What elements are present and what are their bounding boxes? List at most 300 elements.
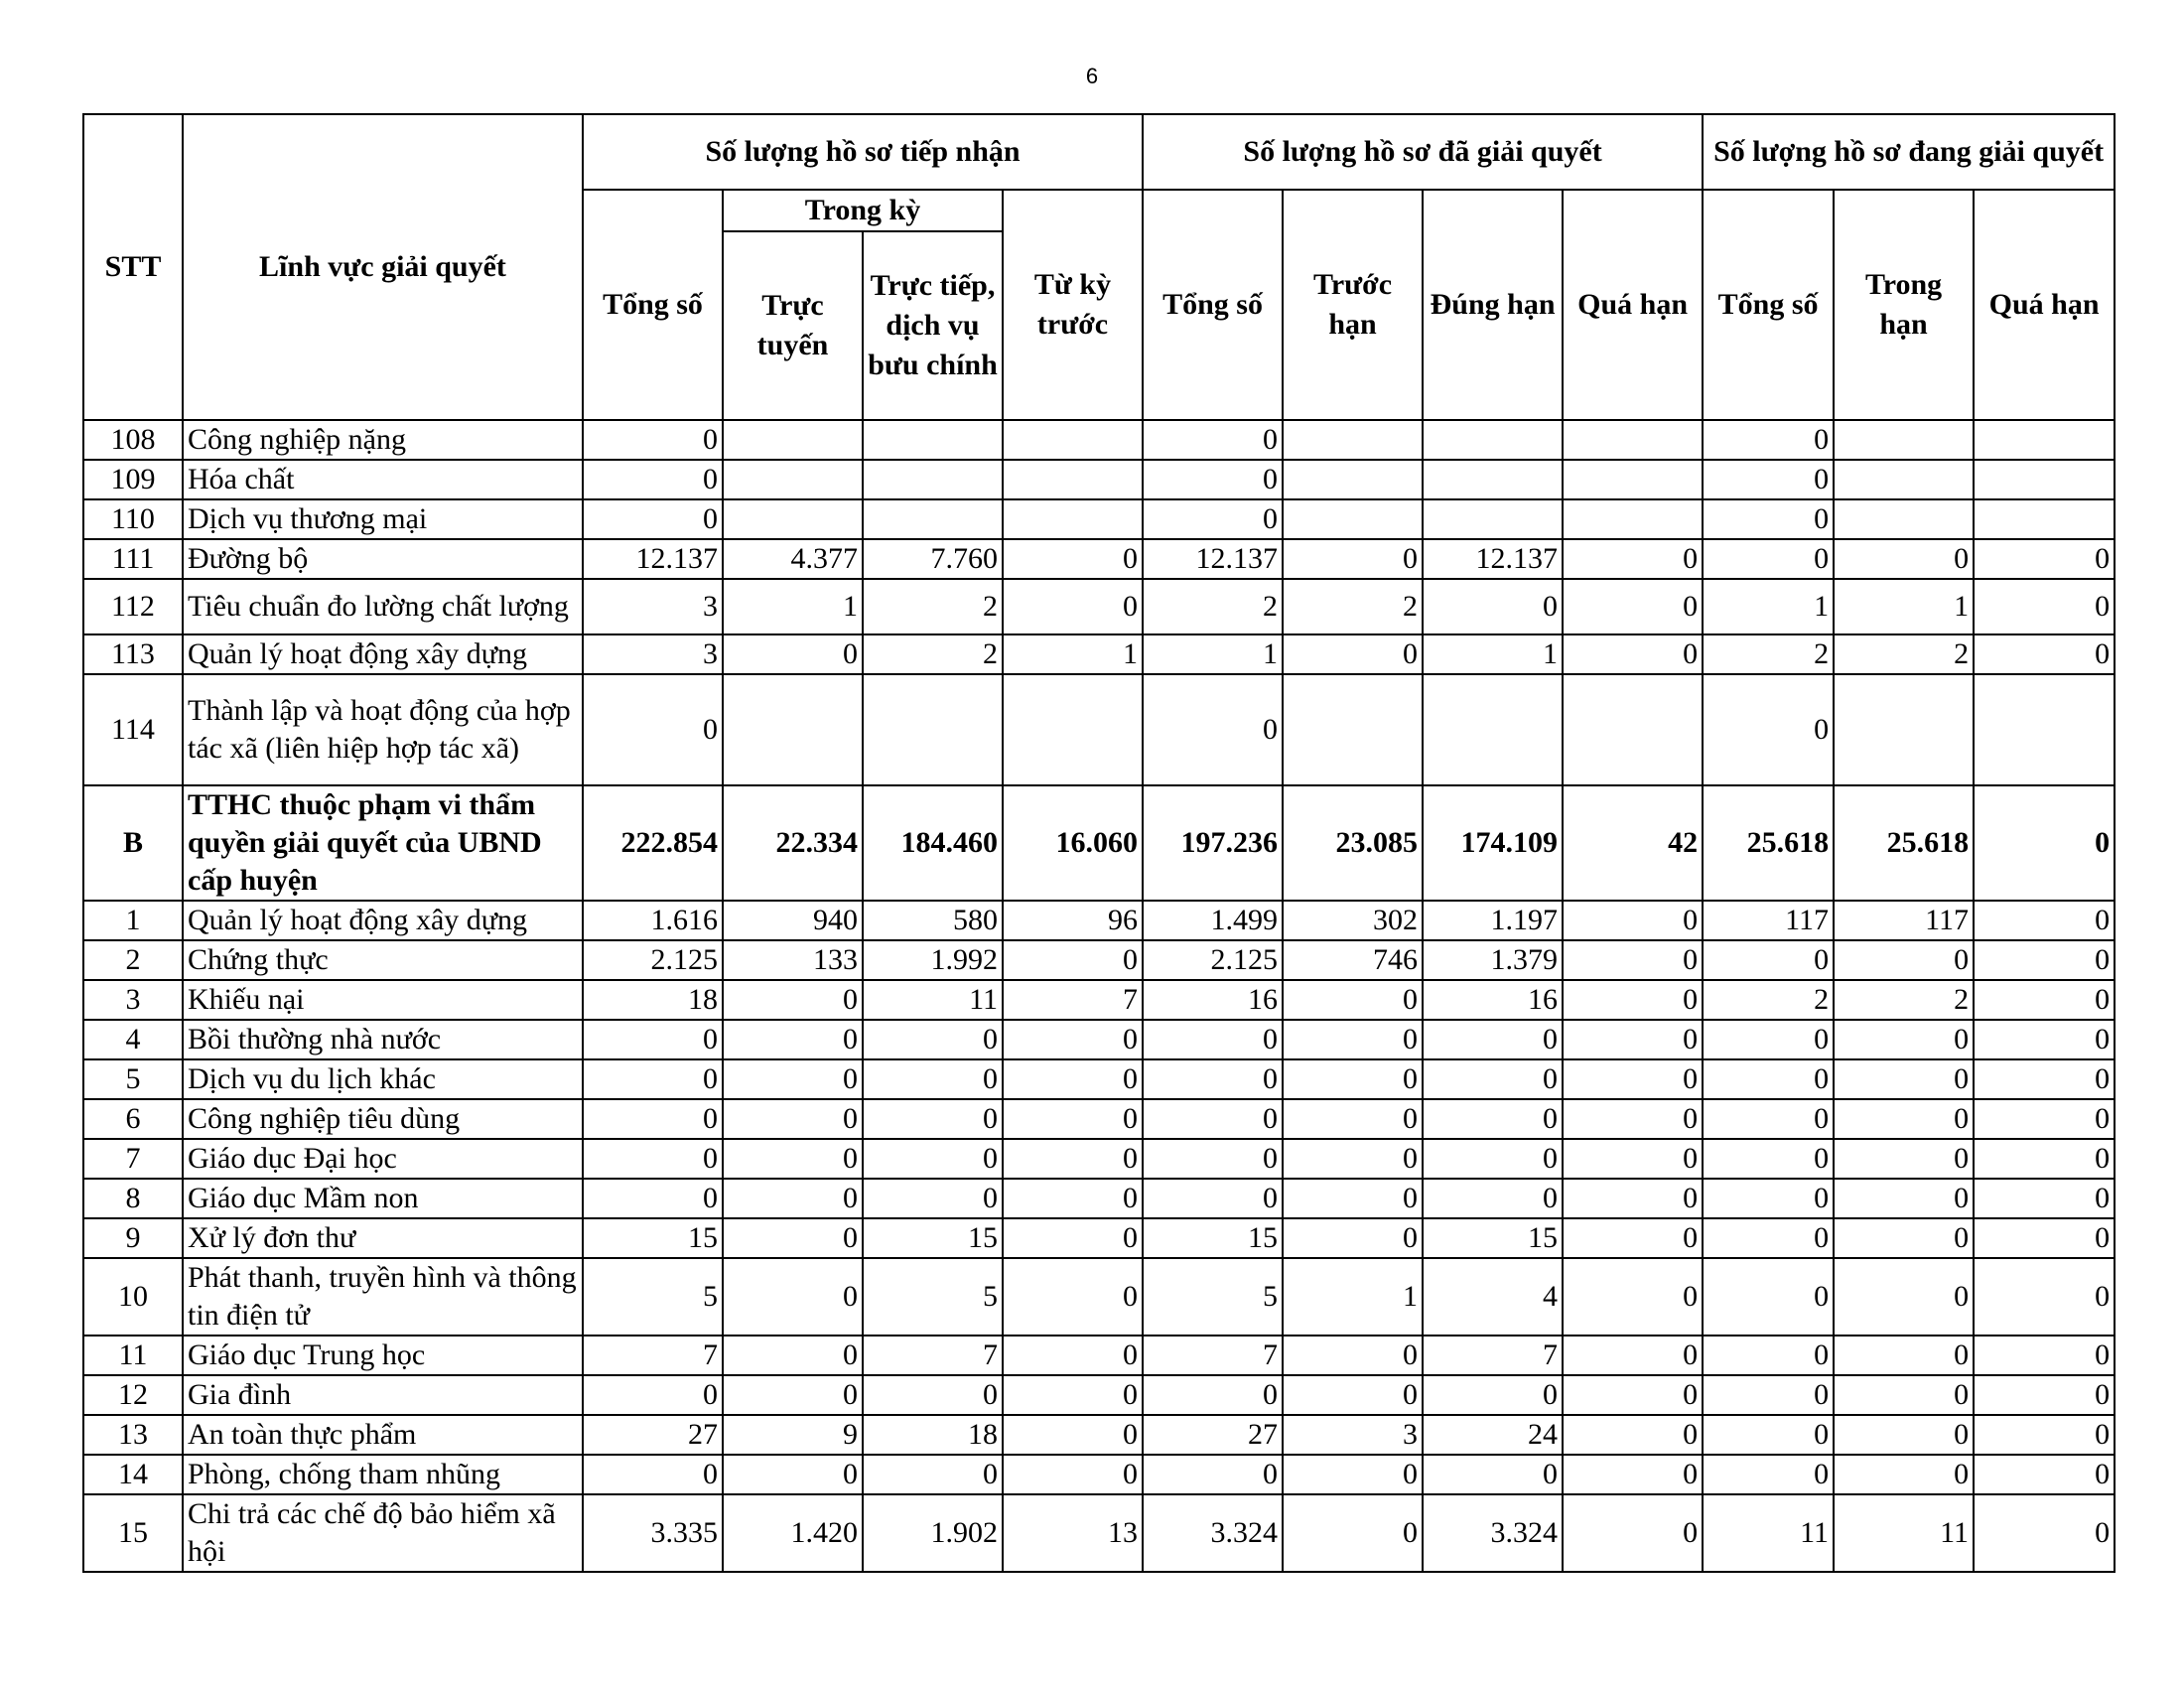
cell-field: Thành lập và hoạt động của hợp tác xã (liên hiệp hợp tác xã) xyxy=(183,674,583,785)
cell-stt: 111 xyxy=(83,539,183,579)
cell-value: 0 xyxy=(1563,1059,1703,1099)
cell-value: 7 xyxy=(583,1336,723,1375)
header-resolved-overdue: Quá hạn xyxy=(1563,190,1703,420)
cell-value: 0 xyxy=(1974,1494,2115,1572)
cell-value: 0 xyxy=(1563,1258,1703,1336)
cell-stt: 6 xyxy=(83,1099,183,1139)
cell-stt: 5 xyxy=(83,1059,183,1099)
cell-value: 2 xyxy=(863,579,1003,634)
table-row xyxy=(83,1179,2115,1218)
cell-value: 0 xyxy=(1563,539,1703,579)
cell-value: 0 xyxy=(1283,1455,1423,1494)
cell-field: Giáo dục Trung học xyxy=(183,1336,583,1375)
cell-value: 2 xyxy=(863,634,1003,674)
cell-value xyxy=(1834,674,1974,785)
cell-value: 2.125 xyxy=(1143,940,1283,980)
cell-value: 1.992 xyxy=(863,940,1003,980)
cell-value: 4.377 xyxy=(723,539,863,579)
cell-stt: B xyxy=(83,785,183,901)
cell-value: 0 xyxy=(1703,1059,1834,1099)
cell-value: 0 xyxy=(1423,1455,1563,1494)
cell-value: 7 xyxy=(863,1336,1003,1375)
header-in-period: Trong kỳ xyxy=(723,190,1003,231)
cell-value: 0 xyxy=(1003,539,1143,579)
cell-value: 0 xyxy=(1703,539,1834,579)
cell-value xyxy=(723,420,863,460)
cell-value: 0 xyxy=(1974,1099,2115,1139)
cell-value xyxy=(1974,674,2115,785)
cell-value: 0 xyxy=(723,1020,863,1059)
cell-value: 25.618 xyxy=(1834,785,1974,901)
cell-value: 0 xyxy=(1703,1455,1834,1494)
table-header xyxy=(83,114,2115,420)
cell-value: 0 xyxy=(1003,1179,1143,1218)
cell-value: 117 xyxy=(1703,901,1834,940)
cell-field: Giáo dục Đại học xyxy=(183,1139,583,1179)
cell-field: Chứng thực xyxy=(183,940,583,980)
cell-value: 0 xyxy=(723,1258,863,1336)
cell-value: 0 xyxy=(1974,1059,2115,1099)
cell-value: 0 xyxy=(723,1375,863,1415)
cell-value xyxy=(723,674,863,785)
cell-stt: 112 xyxy=(83,579,183,634)
cell-value: 13 xyxy=(1003,1494,1143,1572)
cell-value: 0 xyxy=(583,1179,723,1218)
cell-value: 0 xyxy=(1003,1218,1143,1258)
cell-value: 0 xyxy=(1703,1139,1834,1179)
cell-value: 2 xyxy=(1283,579,1423,634)
cell-value: 1 xyxy=(1423,634,1563,674)
cell-value xyxy=(1563,460,1703,499)
cell-value: 0 xyxy=(1563,1179,1703,1218)
cell-value: 0 xyxy=(1703,1375,1834,1415)
cell-value: 0 xyxy=(583,1059,723,1099)
cell-value: 117 xyxy=(1834,901,1974,940)
cell-value: 0 xyxy=(1283,1375,1423,1415)
cell-value: 940 xyxy=(723,901,863,940)
table-row xyxy=(83,1336,2115,1375)
cell-value: 222.854 xyxy=(583,785,723,901)
cell-value: 0 xyxy=(583,420,723,460)
cell-value: 25.618 xyxy=(1703,785,1834,901)
cell-value: 3.324 xyxy=(1143,1494,1283,1572)
cell-value: 0 xyxy=(863,1179,1003,1218)
cell-value: 11 xyxy=(863,980,1003,1020)
cell-value: 0 xyxy=(1143,1375,1283,1415)
header-group-pending: Số lượng hồ sơ đang giải quyết xyxy=(1703,114,2115,190)
cell-field: Xử lý đơn thư xyxy=(183,1218,583,1258)
cell-value: 3 xyxy=(1283,1415,1423,1455)
table-row xyxy=(83,634,2115,674)
cell-stt: 9 xyxy=(83,1218,183,1258)
cell-value: 0 xyxy=(1834,1375,1974,1415)
cell-value: 0 xyxy=(1974,1258,2115,1336)
cell-field: Phát thanh, truyền hình và thông tin điện tử xyxy=(183,1258,583,1336)
cell-value: 1.499 xyxy=(1143,901,1283,940)
table-row xyxy=(83,1494,2115,1572)
statistics-table xyxy=(82,113,2116,1573)
cell-value: 27 xyxy=(1143,1415,1283,1455)
cell-value: 0 xyxy=(723,980,863,1020)
cell-value xyxy=(1003,420,1143,460)
cell-value: 0 xyxy=(1563,579,1703,634)
table-row xyxy=(83,499,2115,539)
cell-value: 5 xyxy=(583,1258,723,1336)
cell-value: 0 xyxy=(1834,1020,1974,1059)
cell-value: 0 xyxy=(1423,1059,1563,1099)
cell-value xyxy=(1974,460,2115,499)
cell-value xyxy=(1003,460,1143,499)
cell-value: 0 xyxy=(583,1375,723,1415)
cell-value: 0 xyxy=(1003,940,1143,980)
cell-stt: 8 xyxy=(83,1179,183,1218)
cell-value: 18 xyxy=(863,1415,1003,1455)
cell-field: Giáo dục Mầm non xyxy=(183,1179,583,1218)
table-row xyxy=(83,1455,2115,1494)
cell-value: 0 xyxy=(1974,901,2115,940)
cell-value: 1.197 xyxy=(1423,901,1563,940)
cell-value xyxy=(1834,420,1974,460)
cell-value: 0 xyxy=(1423,1020,1563,1059)
cell-value xyxy=(1834,499,1974,539)
cell-value: 0 xyxy=(1974,785,2115,901)
cell-value: 0 xyxy=(1703,1179,1834,1218)
header-resolved-total: Tổng số xyxy=(1143,190,1283,420)
cell-value: 0 xyxy=(863,1059,1003,1099)
cell-value: 0 xyxy=(1563,980,1703,1020)
cell-field: Hóa chất xyxy=(183,460,583,499)
cell-value xyxy=(1563,420,1703,460)
cell-value: 0 xyxy=(723,1059,863,1099)
cell-value: 2 xyxy=(1143,579,1283,634)
cell-value: 0 xyxy=(1003,1139,1143,1179)
cell-value: 23.085 xyxy=(1283,785,1423,901)
cell-value: 0 xyxy=(1974,1415,2115,1455)
cell-value: 0 xyxy=(1834,940,1974,980)
cell-field: Tiêu chuẩn đo lường chất lượng xyxy=(183,579,583,634)
cell-value: 27 xyxy=(583,1415,723,1455)
cell-value: 4 xyxy=(1423,1258,1563,1336)
cell-value: 0 xyxy=(583,1099,723,1139)
cell-value: 0 xyxy=(863,1020,1003,1059)
cell-value: 174.109 xyxy=(1423,785,1563,901)
cell-value: 15 xyxy=(1143,1218,1283,1258)
cell-value: 0 xyxy=(1283,1494,1423,1572)
cell-value: 0 xyxy=(1703,499,1834,539)
cell-field: Chi trả các chế độ bảo hiểm xã hội xyxy=(183,1494,583,1572)
cell-value xyxy=(1974,499,2115,539)
cell-value: 0 xyxy=(1703,460,1834,499)
cell-value: 0 xyxy=(1423,1139,1563,1179)
header-group-resolved: Số lượng hồ sơ đã giải quyết xyxy=(1143,114,1703,190)
cell-stt: 110 xyxy=(83,499,183,539)
cell-value: 0 xyxy=(863,1139,1003,1179)
table-row xyxy=(83,1020,2115,1059)
page-number: 6 xyxy=(1085,64,1099,88)
table-body xyxy=(83,420,2115,1572)
cell-value: 0 xyxy=(723,1179,863,1218)
cell-stt: 2 xyxy=(83,940,183,980)
cell-value: 0 xyxy=(1974,579,2115,634)
cell-stt: 14 xyxy=(83,1455,183,1494)
cell-value xyxy=(1423,420,1563,460)
cell-field: Dịch vụ thương mại xyxy=(183,499,583,539)
cell-stt: 1 xyxy=(83,901,183,940)
cell-value: 0 xyxy=(1703,1099,1834,1139)
cell-value: 7 xyxy=(1143,1336,1283,1375)
cell-value: 0 xyxy=(1703,674,1834,785)
cell-value: 1.902 xyxy=(863,1494,1003,1572)
cell-value: 0 xyxy=(1563,1375,1703,1415)
cell-value: 197.236 xyxy=(1143,785,1283,901)
cell-value: 0 xyxy=(1143,1139,1283,1179)
cell-value: 0 xyxy=(1703,1415,1834,1455)
cell-value: 0 xyxy=(1143,420,1283,460)
cell-value: 0 xyxy=(723,1139,863,1179)
cell-value: 15 xyxy=(583,1218,723,1258)
cell-value: 0 xyxy=(1283,980,1423,1020)
cell-value: 0 xyxy=(1143,1455,1283,1494)
cell-value xyxy=(863,499,1003,539)
cell-stt: 7 xyxy=(83,1139,183,1179)
cell-value: 12.137 xyxy=(1423,539,1563,579)
cell-value: 18 xyxy=(583,980,723,1020)
cell-value: 16 xyxy=(1423,980,1563,1020)
header-early: Trước hạn xyxy=(1283,190,1423,420)
cell-value: 1 xyxy=(1003,634,1143,674)
header-pending-total: Tổng số xyxy=(1703,190,1834,420)
header-field: Lĩnh vực giải quyết xyxy=(183,114,583,420)
cell-value: 0 xyxy=(1974,1375,2115,1415)
cell-value: 0 xyxy=(1703,1258,1834,1336)
header-ontime: Đúng hạn xyxy=(1423,190,1563,420)
cell-stt: 3 xyxy=(83,980,183,1020)
table-row xyxy=(83,674,2115,785)
cell-value: 0 xyxy=(1283,1139,1423,1179)
cell-value: 0 xyxy=(1703,940,1834,980)
table-row xyxy=(83,579,2115,634)
cell-value: 2 xyxy=(1834,634,1974,674)
cell-value: 0 xyxy=(1003,1099,1143,1139)
table-row xyxy=(83,1258,2115,1336)
cell-value xyxy=(1003,674,1143,785)
cell-value: 0 xyxy=(1834,1099,1974,1139)
cell-value: 0 xyxy=(583,1020,723,1059)
cell-value: 0 xyxy=(1834,1179,1974,1218)
cell-value: 11 xyxy=(1703,1494,1834,1572)
cell-value: 0 xyxy=(723,1455,863,1494)
cell-value: 2 xyxy=(1703,980,1834,1020)
cell-value xyxy=(1563,674,1703,785)
cell-value: 96 xyxy=(1003,901,1143,940)
cell-value: 0 xyxy=(1283,1336,1423,1375)
cell-value: 0 xyxy=(1834,539,1974,579)
cell-value: 0 xyxy=(1974,1139,2115,1179)
header-group-received: Số lượng hồ sơ tiếp nhận xyxy=(583,114,1143,190)
cell-value: 0 xyxy=(1423,1179,1563,1218)
table-row xyxy=(83,785,2115,901)
cell-value: 0 xyxy=(1283,1218,1423,1258)
cell-value: 12.137 xyxy=(1143,539,1283,579)
cell-value: 0 xyxy=(1563,901,1703,940)
cell-value: 1.616 xyxy=(583,901,723,940)
cell-value: 0 xyxy=(1834,1455,1974,1494)
cell-value: 1 xyxy=(1143,634,1283,674)
cell-field: TTHC thuộc phạm vi thẩm quyền giải quyết của UBND cấp huyện xyxy=(183,785,583,901)
cell-value: 2 xyxy=(1834,980,1974,1020)
cell-stt: 109 xyxy=(83,460,183,499)
cell-value: 0 xyxy=(723,1336,863,1375)
cell-value: 5 xyxy=(863,1258,1003,1336)
cell-value: 15 xyxy=(863,1218,1003,1258)
cell-value: 0 xyxy=(1283,539,1423,579)
cell-field: Công nghiệp nặng xyxy=(183,420,583,460)
cell-value: 0 xyxy=(1003,1336,1143,1375)
table-row xyxy=(83,1099,2115,1139)
cell-value: 302 xyxy=(1283,901,1423,940)
cell-value: 0 xyxy=(1143,460,1283,499)
table-row xyxy=(83,980,2115,1020)
header-stt: STT xyxy=(83,114,183,420)
cell-value: 0 xyxy=(1563,1455,1703,1494)
header-within: Trong hạn xyxy=(1834,190,1974,420)
cell-value: 0 xyxy=(1283,1099,1423,1139)
cell-value: 0 xyxy=(1974,1455,2115,1494)
cell-stt: 15 xyxy=(83,1494,183,1572)
cell-value: 22.334 xyxy=(723,785,863,901)
cell-value: 0 xyxy=(1283,1020,1423,1059)
header-received-total: Tổng số xyxy=(583,190,723,420)
cell-value: 3.324 xyxy=(1423,1494,1563,1572)
cell-value: 7 xyxy=(1003,980,1143,1020)
cell-value: 0 xyxy=(1974,1179,2115,1218)
table-row xyxy=(83,1415,2115,1455)
cell-field: Phòng, chống tham nhũng xyxy=(183,1455,583,1494)
cell-value: 42 xyxy=(1563,785,1703,901)
cell-value: 0 xyxy=(1283,634,1423,674)
cell-value xyxy=(1563,499,1703,539)
cell-value: 0 xyxy=(583,674,723,785)
cell-value xyxy=(1423,460,1563,499)
cell-value: 0 xyxy=(1703,420,1834,460)
cell-value: 0 xyxy=(1003,579,1143,634)
cell-value: 3 xyxy=(583,579,723,634)
cell-value: 1 xyxy=(1834,579,1974,634)
cell-value: 0 xyxy=(1703,1218,1834,1258)
cell-value: 0 xyxy=(1834,1139,1974,1179)
table-row xyxy=(83,1218,2115,1258)
cell-value: 0 xyxy=(1283,1059,1423,1099)
cell-value: 0 xyxy=(863,1375,1003,1415)
cell-value: 0 xyxy=(1563,634,1703,674)
cell-value: 0 xyxy=(1143,499,1283,539)
table-row xyxy=(83,1059,2115,1099)
cell-value xyxy=(863,460,1003,499)
cell-value: 133 xyxy=(723,940,863,980)
cell-value: 0 xyxy=(1834,1258,1974,1336)
cell-value: 2 xyxy=(1703,634,1834,674)
cell-value: 0 xyxy=(1974,1218,2115,1258)
cell-value: 3 xyxy=(583,634,723,674)
cell-value: 7.760 xyxy=(863,539,1003,579)
cell-value xyxy=(863,420,1003,460)
cell-value: 0 xyxy=(1834,1059,1974,1099)
cell-value: 1.379 xyxy=(1423,940,1563,980)
cell-value: 0 xyxy=(1974,1020,2115,1059)
cell-value xyxy=(1974,420,2115,460)
cell-value: 0 xyxy=(863,1099,1003,1139)
cell-field: Đường bộ xyxy=(183,539,583,579)
header-online: Trực tuyến xyxy=(723,231,863,420)
cell-value: 12.137 xyxy=(583,539,723,579)
cell-stt: 4 xyxy=(83,1020,183,1059)
cell-field: Khiếu nại xyxy=(183,980,583,1020)
header-direct-postal: Trực tiếp, dịch vụ bưu chính xyxy=(863,231,1003,420)
cell-value: 0 xyxy=(1423,1375,1563,1415)
cell-field: Công nghiệp tiêu dùng xyxy=(183,1099,583,1139)
cell-value: 746 xyxy=(1283,940,1423,980)
cell-value: 580 xyxy=(863,901,1003,940)
cell-value xyxy=(1834,460,1974,499)
cell-value xyxy=(1423,499,1563,539)
table-row xyxy=(83,1139,2115,1179)
cell-value: 0 xyxy=(1143,1179,1283,1218)
cell-value xyxy=(1283,674,1423,785)
cell-value: 0 xyxy=(1974,940,2115,980)
cell-value: 0 xyxy=(723,1099,863,1139)
cell-value: 0 xyxy=(723,1218,863,1258)
cell-value: 0 xyxy=(1563,1336,1703,1375)
cell-value: 16 xyxy=(1143,980,1283,1020)
table-row xyxy=(83,420,2115,460)
cell-value: 9 xyxy=(723,1415,863,1455)
cell-field: Quản lý hoạt động xây dựng xyxy=(183,901,583,940)
table-row xyxy=(83,901,2115,940)
cell-value: 0 xyxy=(1423,1099,1563,1139)
cell-value: 0 xyxy=(1563,1020,1703,1059)
cell-value: 0 xyxy=(1703,1020,1834,1059)
cell-value: 0 xyxy=(1974,980,2115,1020)
cell-value: 0 xyxy=(1003,1455,1143,1494)
cell-stt: 11 xyxy=(83,1336,183,1375)
cell-value: 7 xyxy=(1423,1336,1563,1375)
cell-value xyxy=(723,460,863,499)
cell-value: 0 xyxy=(1563,1494,1703,1572)
cell-value: 16.060 xyxy=(1003,785,1143,901)
table-row xyxy=(83,940,2115,980)
cell-value xyxy=(1283,499,1423,539)
cell-value: 0 xyxy=(863,1455,1003,1494)
cell-value xyxy=(863,674,1003,785)
cell-value: 15 xyxy=(1423,1218,1563,1258)
cell-stt: 13 xyxy=(83,1415,183,1455)
cell-value: 0 xyxy=(1563,1099,1703,1139)
cell-stt: 108 xyxy=(83,420,183,460)
cell-field: Quản lý hoạt động xây dựng xyxy=(183,634,583,674)
cell-value: 0 xyxy=(1003,1059,1143,1099)
table-row xyxy=(83,1375,2115,1415)
cell-value: 0 xyxy=(1834,1415,1974,1455)
cell-value: 0 xyxy=(1563,1139,1703,1179)
cell-stt: 12 xyxy=(83,1375,183,1415)
cell-value: 24 xyxy=(1423,1415,1563,1455)
cell-value: 1 xyxy=(723,579,863,634)
cell-value: 1 xyxy=(1283,1258,1423,1336)
cell-stt: 10 xyxy=(83,1258,183,1336)
cell-value: 0 xyxy=(1974,539,2115,579)
cell-value: 0 xyxy=(583,460,723,499)
cell-value: 0 xyxy=(1834,1336,1974,1375)
